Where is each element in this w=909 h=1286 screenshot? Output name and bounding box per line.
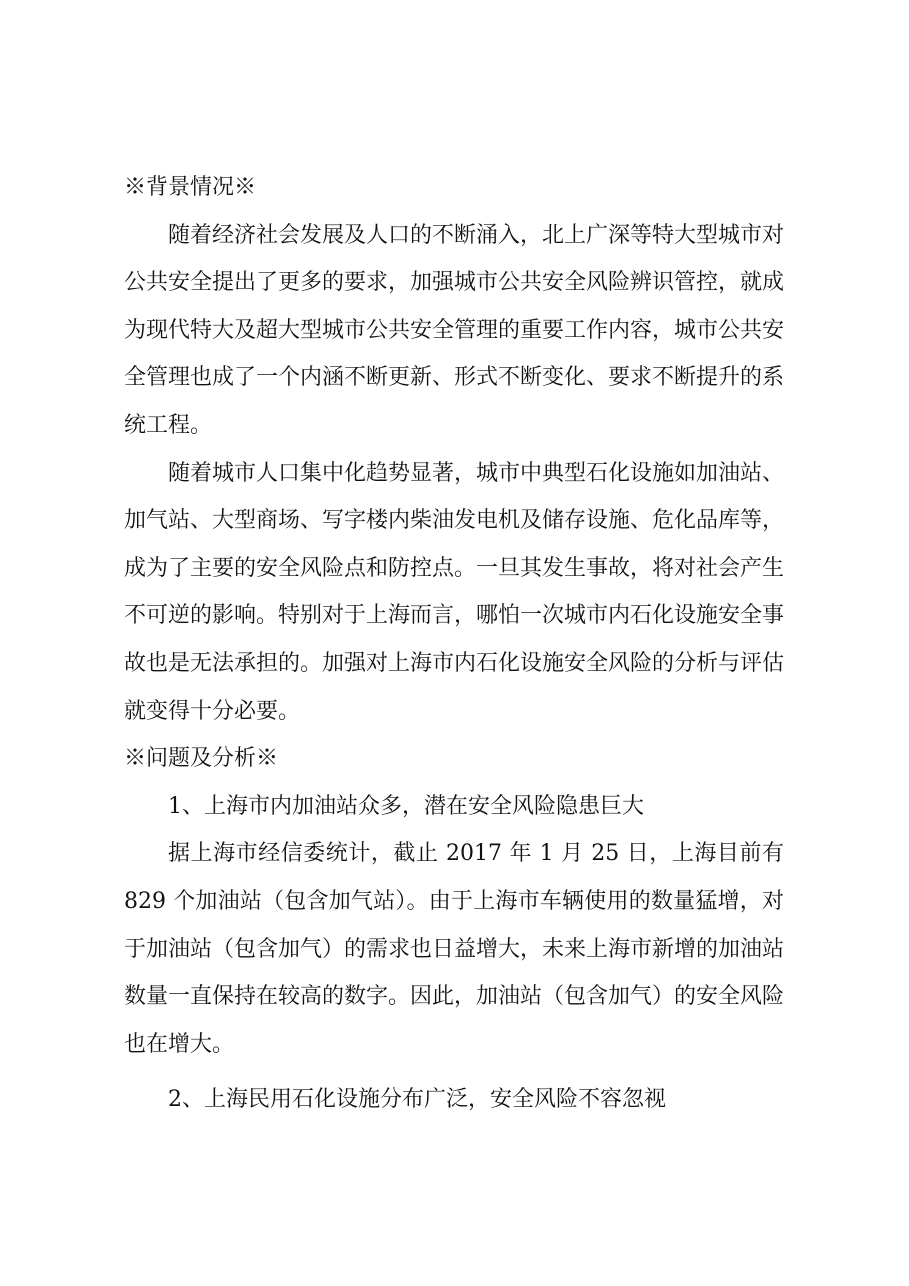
- paragraph-gas-station-stats: 据上海市经信委统计，截止 2017 年 1 月 25 日，上海目前有 829 个加油站（包含加气站）。由于上海市车辆使用的数量猛增，对于加油站（包含加气）的需求也日益增大，未来上海市新增的加油站数量一直保持在较高的数字。因此，加油站（包含加气）的安全风险也在增大。: [124, 841, 785, 1057]
- paragraph-petrochemical-risk: 随着城市人口集中化趋势显著，城市中典型石化设施如加油站、加气站、大型商场、写字楼内柴油发电机及储存设施、危化品库等，成为了主要的安全风险点和防控点。一旦其发生事故，将对社会产生不可逆的影响。特别对于上海而言，哪怕一次城市内石化设施安全事故也是无法承担的。加强对上海市内石化设施安全风险的分析与评估就变得十分必要。: [124, 460, 785, 724]
- document-body: [124, 164, 784, 1124]
- section-heading-problems: ※问题及分析※: [124, 746, 279, 772]
- item-2-title: 2、上海民用石化设施分布广泛，安全风险不容忽视: [168, 1087, 666, 1113]
- section-heading-background: ※背景情况※: [124, 175, 257, 200]
- paragraph-urban-safety: 随着经济社会发展及人口的不断涌入，北上广深等特大型城市对公共安全提出了更多的要求，加强城市公共安全风险辨识管控，就成为现代特大及超大型城市公共安全管理的重要工作内容，城市公共安全管理也成了一个内涵不断更新、形式不断变化、要求不断提升的系统工程。: [124, 222, 785, 438]
- item-1-title: 1、上海市内加油站众多，潜在安全风险隐患巨大: [168, 793, 644, 819]
